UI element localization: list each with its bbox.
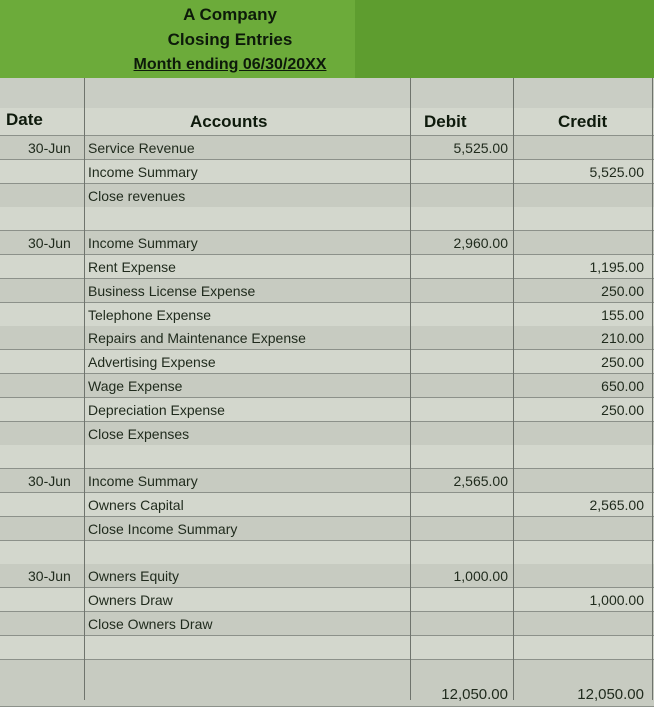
account-cell: Repairs and Maintenance Expense — [88, 330, 306, 347]
account-cell: Advertising Expense — [88, 354, 216, 371]
account-cell: Owners Draw — [88, 592, 173, 609]
credit-cell — [518, 445, 644, 469]
date-cell — [28, 207, 84, 231]
credit-cell — [518, 231, 644, 255]
account-cell: Rent Expense — [88, 259, 176, 275]
table-row — [0, 255, 654, 279]
table-row — [0, 493, 654, 517]
date-cell — [28, 279, 84, 303]
account-cell — [88, 541, 408, 565]
account-cell — [88, 207, 408, 231]
account-cell: Owners Equity — [88, 568, 180, 585]
credit-cell — [518, 422, 644, 446]
debit-cell — [412, 517, 508, 541]
credit-cell: 250.00 — [601, 282, 644, 299]
table-row — [0, 636, 654, 660]
account-cell: Telephone Expense — [88, 306, 211, 323]
report-name: Closing Entries — [167, 30, 293, 49]
date-cell — [28, 517, 84, 541]
debit-cell — [412, 612, 508, 636]
date-cell — [28, 422, 84, 446]
date-cell — [28, 660, 84, 684]
totals-row — [0, 683, 654, 707]
date-cell — [28, 160, 84, 184]
account-cell: Service Revenue — [88, 140, 195, 156]
account-cell: Close Owners Draw — [88, 616, 213, 632]
debit-cell — [412, 326, 508, 350]
debit-cell — [412, 350, 508, 374]
credit-cell — [518, 541, 644, 565]
table-row — [0, 588, 654, 612]
credit-cell — [518, 636, 644, 660]
table-row — [0, 160, 654, 184]
account-cell: Close revenues — [88, 187, 186, 204]
table-row — [0, 612, 654, 636]
debit-cell — [412, 374, 508, 398]
debit-cell — [412, 541, 508, 565]
date-cell — [28, 445, 84, 469]
debit-cell — [412, 636, 508, 660]
table-row — [0, 445, 654, 469]
table-row — [0, 564, 654, 588]
table-row — [0, 660, 654, 684]
account-cell: Wage Expense — [88, 378, 183, 394]
debit-cell: 1,000.00 — [453, 568, 508, 585]
date-cell — [28, 541, 84, 565]
date-cell — [28, 636, 84, 660]
table-row — [0, 184, 654, 208]
account-cell — [88, 660, 408, 684]
debit-cell: 2,960.00 — [453, 235, 508, 252]
debit-cell — [412, 588, 508, 612]
table-row — [0, 279, 654, 303]
table-row — [0, 303, 654, 327]
date-cell — [28, 398, 84, 422]
credit-cell — [518, 184, 644, 208]
table-row — [0, 398, 654, 422]
debit-cell — [412, 279, 508, 303]
credit-cell — [518, 564, 644, 588]
credit-cell — [518, 207, 644, 231]
table-row — [0, 469, 654, 493]
account-cell: Income Summary — [88, 235, 198, 252]
table-row — [0, 207, 654, 231]
debit-cell — [412, 207, 508, 231]
debit-cell — [412, 160, 508, 184]
date-cell — [28, 350, 84, 374]
account-cell: Depreciation Expense — [88, 401, 225, 418]
table-row — [0, 541, 654, 565]
report-period: Month ending 06/30/20XX — [133, 56, 327, 73]
credit-cell — [518, 660, 644, 684]
date-cell — [28, 612, 84, 636]
account-cell: Business License Expense — [88, 282, 256, 299]
account-cell — [88, 445, 408, 469]
date-cell — [28, 588, 84, 612]
credit-cell: 210.00 — [601, 330, 644, 347]
date-cell: 30-Jun — [28, 140, 71, 156]
debit-cell — [412, 422, 508, 446]
date-cell — [28, 493, 84, 517]
credit-cell — [518, 517, 644, 541]
date-cell: 30-Jun — [28, 568, 71, 585]
debit-cell — [412, 184, 508, 208]
credit-cell: 250.00 — [601, 401, 644, 418]
debit-cell — [412, 660, 508, 684]
table-row — [0, 136, 654, 160]
table-row — [0, 374, 654, 398]
credit-cell — [518, 469, 644, 493]
date-header: Date — [6, 110, 43, 129]
account-cell: Close Expenses — [88, 425, 190, 442]
total-debit: 12,050.00 — [441, 686, 508, 704]
debit-cell: 5,525.00 — [453, 140, 508, 156]
table-row — [0, 350, 654, 374]
total-credit: 12,050.00 — [577, 686, 644, 704]
report-title — [90, 2, 370, 77]
account-cell: Close Income Summary — [88, 520, 238, 537]
debit-cell — [412, 445, 508, 469]
debit-cell — [412, 493, 508, 517]
credit-cell: 155.00 — [601, 306, 644, 323]
account-cell — [88, 636, 408, 660]
date-cell: 30-Jun — [28, 235, 71, 252]
debit-cell — [412, 303, 508, 327]
company-name: A Company — [183, 5, 277, 24]
credit-cell — [518, 612, 644, 636]
date-cell — [28, 184, 84, 208]
credit-cell — [518, 136, 644, 160]
account-cell: Income Summary — [88, 163, 198, 180]
date-cell: 30-Jun — [28, 473, 71, 490]
table-row — [0, 326, 654, 350]
debit-cell: 2,565.00 — [453, 473, 508, 490]
debit-header: Debit — [424, 112, 467, 131]
date-cell — [28, 303, 84, 327]
account-cell: Owners Capital — [88, 497, 184, 513]
table-row — [0, 517, 654, 541]
credit-cell: 2,565.00 — [589, 497, 644, 513]
debit-cell — [412, 255, 508, 279]
account-cell: Income Summary — [88, 473, 198, 490]
table-row — [0, 422, 654, 446]
credit-cell: 1,000.00 — [589, 592, 644, 609]
date-cell — [28, 326, 84, 350]
date-cell — [28, 255, 84, 279]
debit-cell — [412, 398, 508, 422]
accounts-header: Accounts — [190, 112, 268, 131]
credit-cell: 650.00 — [601, 378, 644, 394]
credit-cell: 250.00 — [601, 354, 644, 371]
table-row — [0, 231, 654, 255]
credit-cell: 1,195.00 — [589, 259, 644, 275]
credit-cell: 5,525.00 — [589, 163, 644, 180]
column-header-row — [0, 108, 654, 136]
credit-header: Credit — [558, 112, 608, 131]
date-cell — [28, 374, 84, 398]
